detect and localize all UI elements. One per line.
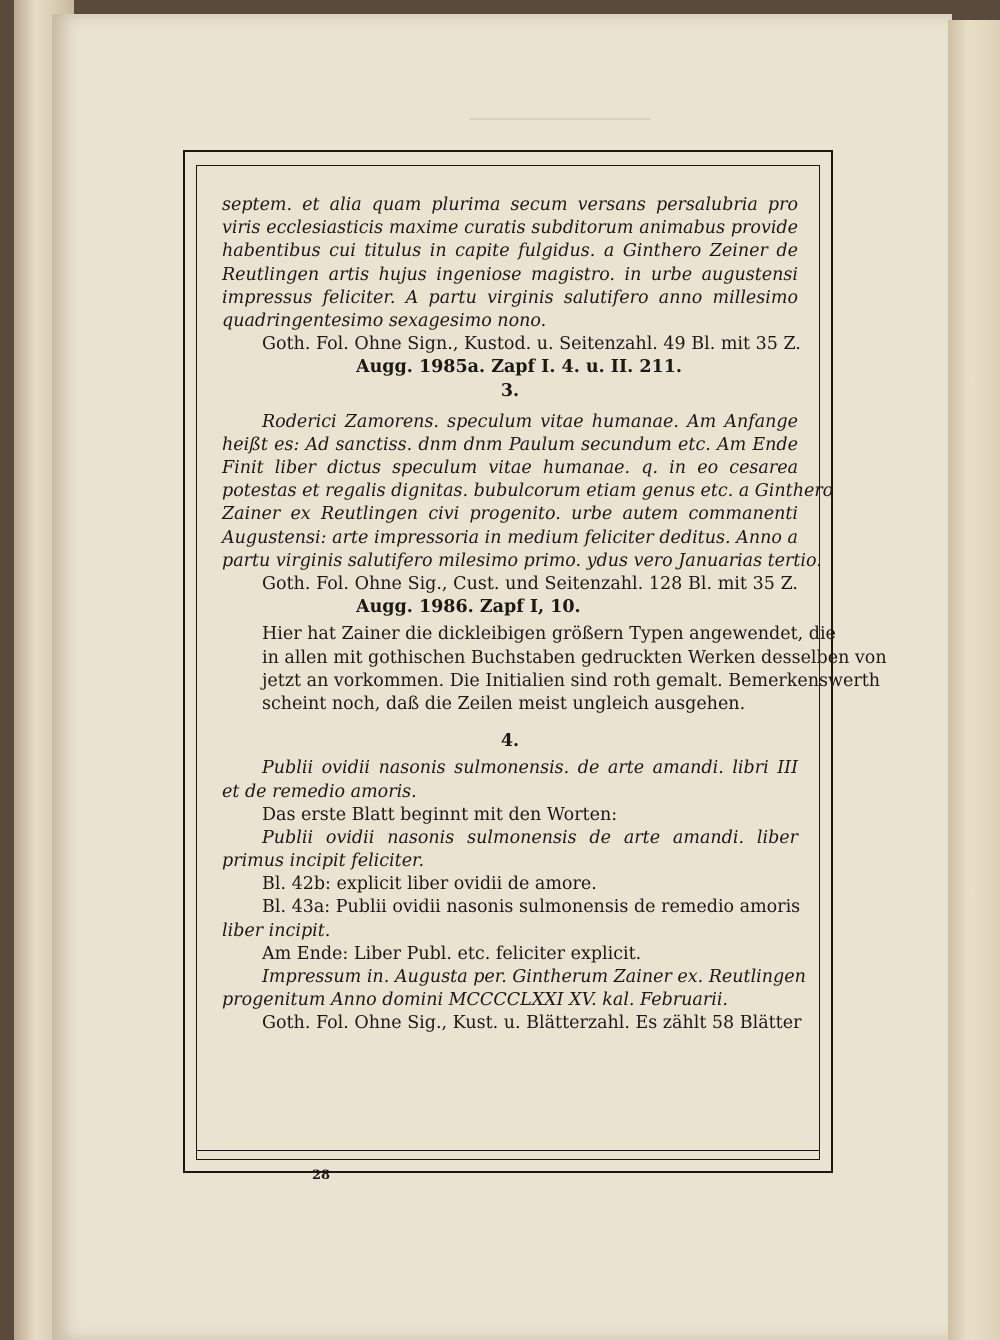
text-line: potestas et regalis dignitas. bubulcorum etiam genus etc. a Ginthero xyxy=(222,481,834,502)
text-line: Zainer ex Reutlingen civi progenito. urbe autem commanenti xyxy=(222,504,798,525)
entry-number-4: 4. xyxy=(500,731,520,752)
text-line: impressus feliciter. A partu virginis salutifero anno millesimo xyxy=(222,287,798,308)
note-line: in allen mit gothischen Buchstaben gedruckten Werken desselben von xyxy=(262,647,887,668)
text-line: liber incipit. xyxy=(222,920,331,941)
text-line: Am Ende: Liber Publ. etc. feliciter explicit. xyxy=(262,943,642,964)
text-line: Augustensi: arte impressoria in medium feliciter deditus. Anno a xyxy=(222,527,798,548)
note-line: jetzt an vorkommen. Die Initialien sind roth gemalt. Bemerkenswerth xyxy=(262,670,881,691)
entry-title-line: Roderici Zamorens. speculum vitae humanae. Am Anfange xyxy=(262,411,798,432)
text-line: Publii ovidii nasonis sulmonensis de arte amandi. liber xyxy=(262,827,798,848)
text-line: progenitum Anno domini MCCCCLXXI XV. kal. Februarii. xyxy=(222,990,728,1011)
note-line: Hier hat Zainer die dickleibigen größern Typen angewendet, die xyxy=(262,624,836,645)
entry-title-line: Publii ovidii nasonis sulmonensis. de arte amandi. libri III xyxy=(262,758,798,779)
text-line: viris ecclesiasticis maxime curatis subditorum animabus provide xyxy=(222,218,798,239)
reference-line: Augg. 1985a. Zapf I. 4. u. II. 211. xyxy=(356,357,682,378)
text-line: Reutlingen artis hujus ingeniose magistro. in urbe augustensi xyxy=(222,264,798,285)
frame-bottom-rule xyxy=(196,1150,820,1151)
reference-line: Augg. 1986. Zapf I, 10. xyxy=(356,597,581,618)
text-line: Impressum in. Augusta per. Gintherum Zainer ex. Reutlingen xyxy=(262,967,806,987)
bleed-through-mark xyxy=(470,118,650,120)
text-line: Finit liber dictus speculum vitae humanae. q. in eo cesarea xyxy=(222,458,798,479)
text-line: et de remedio amoris. xyxy=(222,781,417,802)
text-line: heißt es: Ad sanctiss. dnm dnm Paulum secundum etc. Am Ende xyxy=(222,434,798,455)
adjacent-page-edge xyxy=(948,20,1000,1340)
text-line: septem. et alia quam plurima secum versans persalubria pro xyxy=(222,195,798,215)
bibliographic-line: Goth. Fol. Ohne Sig., Cust. und Seitenzahl. 128 Bl. mit 35 Z. xyxy=(262,574,798,594)
bibliographic-line: Goth. Fol. Ohne Sign., Kustod. u. Seitenzahl. 49 Bl. mit 35 Z. xyxy=(262,334,801,355)
entry-number-3: 3. xyxy=(500,380,520,401)
text-line: habentibus cui titulus in capite fulgidus. a Ginthero Zeiner de xyxy=(222,241,798,262)
text-line: Bl. 43a: Publii ovidii nasonis sulmonensis de remedio amoris xyxy=(262,897,801,918)
text-line: Bl. 42b: explicit liber ovidii de amore. xyxy=(262,874,597,895)
text-line: partu virginis salutifero milesimo primo. ydus vero Januarias tertio. xyxy=(222,550,822,571)
text-line: Das erste Blatt beginnt mit den Worten: xyxy=(262,804,618,825)
body-text xyxy=(222,194,887,1036)
note-line: scheint noch, daß die Zeilen meist ungleich ausgehen. xyxy=(262,693,746,714)
page-number: 28 xyxy=(312,1168,331,1183)
bibliographic-line: Goth. Fol. Ohne Sig., Kust. u. Blätterzahl. Es zählt 58 Blätter xyxy=(262,1013,802,1034)
text-line: quadringentesimo sexagesimo nono. xyxy=(222,310,547,331)
text-line: primus incipit feliciter. xyxy=(222,851,425,872)
